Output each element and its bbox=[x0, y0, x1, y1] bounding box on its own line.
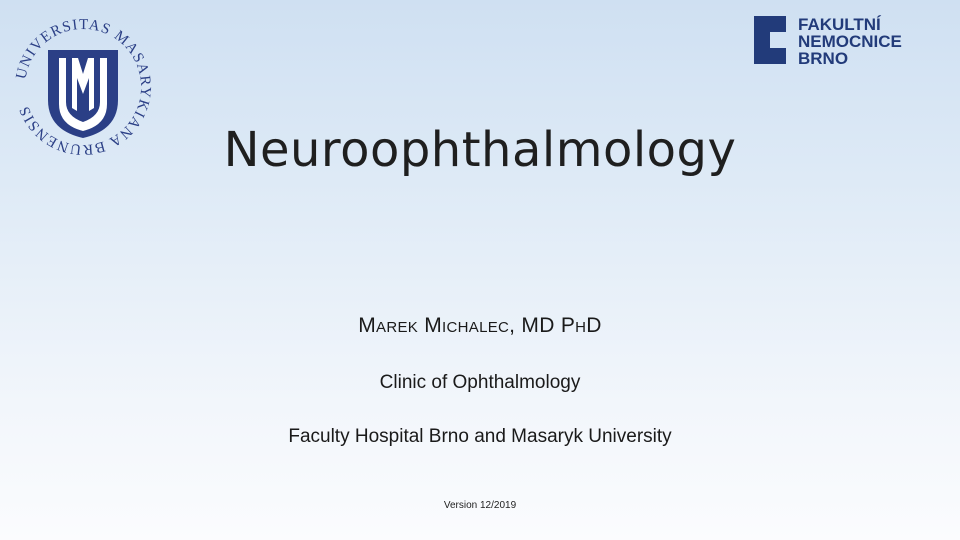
author-name: Marek Michalec, MD PhD bbox=[358, 314, 602, 337]
svg-text:BRNO: BRNO bbox=[798, 49, 849, 68]
svg-text:FAKULTNÍ: FAKULTNÍ bbox=[798, 15, 881, 34]
hospital-logo bbox=[752, 12, 952, 68]
clinic-name: Clinic of Ophthalmology bbox=[379, 372, 581, 393]
svg-text:UNIVERSITAS MASARYKIANA BRUNEN: UNIVERSITAS MASARYKIANA BRUNENSIS bbox=[13, 16, 154, 158]
affiliation: Faculty Hospital Brno and Masaryk University bbox=[288, 426, 672, 447]
svg-text:NEMOCNICE: NEMOCNICE bbox=[798, 32, 902, 51]
version-label: Version 12/2019 bbox=[443, 500, 517, 511]
slide-title: Neuroophthalmology bbox=[223, 122, 737, 178]
